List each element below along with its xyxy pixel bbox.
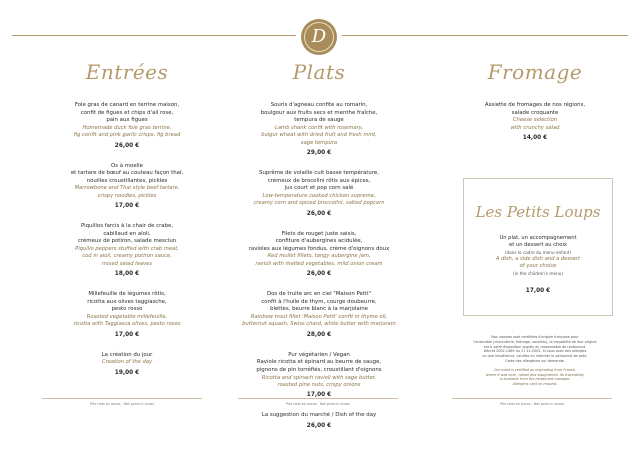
dish-name-en: crispy noodles, pickles xyxy=(97,192,157,199)
dish-name-fr: boulgour aux fruits secs et menthe fraîche, xyxy=(260,109,378,116)
plats-heading: Plats xyxy=(292,60,346,84)
petits-loups-fr-line-2: et un dessert au choix xyxy=(509,242,567,249)
dish-price: 26,00 € xyxy=(114,142,140,149)
footer-rule-1 xyxy=(42,398,202,399)
dish-name-fr: ricotta aux olives taggiasche, xyxy=(87,298,167,305)
dish-name-fr: Foie gras de canard en terrine maison, xyxy=(74,102,180,108)
dish-price: 18,00 € xyxy=(114,271,140,278)
fromage-list xyxy=(440,102,630,143)
dish-price: 26,00 € xyxy=(306,271,332,278)
dish-name-en: mixed salad leaves xyxy=(102,260,152,267)
dish-name-fr: salade croquante xyxy=(511,109,559,116)
entrees-section xyxy=(32,60,222,390)
dish-name-fr: cabillaud en aïoli, xyxy=(103,230,151,237)
dish-name-en: Rainbow trout fillet 'Maison Petit' confit in thyme oil, xyxy=(250,313,388,320)
dish-name-fr: tempura de sauge xyxy=(294,117,344,124)
menu-dish xyxy=(224,102,414,158)
footer-rule-2 xyxy=(238,398,398,399)
restaurant-logo xyxy=(301,19,337,55)
dish-name-fr: Suprême de volaille cuit basse température, xyxy=(259,170,379,176)
dish-price: 19,00 € xyxy=(114,369,140,376)
dish-name-en: Piquillo peppers stuffed with crab meat, xyxy=(75,245,179,252)
legal-fr-line: Décret 2002-1465 du 17.12.2002. Si vous avez des allergies xyxy=(483,349,587,354)
dish-price: 17,00 € xyxy=(114,203,140,210)
dish-name-fr: crémeux de potiron, salade mesclun xyxy=(77,238,177,245)
dish-name-en: Low-temperature cooked chicken supreme, xyxy=(262,192,376,199)
footer-note-plats: Prix nets en euros - Net price in euros xyxy=(285,402,350,406)
dish-name-en: Red mullet fillets, tangy aubergine jam, xyxy=(267,253,371,260)
dish-name-fr: ravioles aux légumes fondus, crème d'oignons doux xyxy=(248,245,390,252)
footer-note-entrees: Prix nets en euros - Net price in euros xyxy=(89,402,154,406)
dish-name-en: bulgur wheat with dried fruit and fresh mint, xyxy=(261,132,377,139)
petits-loups-en-line-1: A dish, a side dish and a dessert xyxy=(495,255,581,262)
entrees-heading: Entrées xyxy=(85,60,169,84)
petits-loups-price: 17,00 € xyxy=(525,287,551,294)
menu-dish xyxy=(224,352,414,401)
entrees-list xyxy=(32,102,222,378)
footer-note-fromage: Prix nets en euros - Net price in euros xyxy=(499,402,564,406)
legal-en-line: is available from the restaurant manager. xyxy=(499,377,571,382)
dish-price: 28,00 € xyxy=(306,331,332,338)
dish-name-en: Cheese selection xyxy=(512,117,558,124)
dish-name-fr: Pur végétarien / Vegan xyxy=(288,351,350,358)
logo-monogram-icon: D xyxy=(304,22,334,52)
dish-name-en: Homemade duck foie gras terrine, xyxy=(82,124,172,131)
dish-name-fr: et tartare de bœuf au couteau façon thaï, xyxy=(70,170,184,177)
dish-price: 26,00 € xyxy=(306,422,332,429)
header-rule-right xyxy=(342,35,628,36)
legal-fr-line: l'ensemble (charcuterie, fromage, volailles), la traçabilité de leur origine xyxy=(473,339,597,344)
menu-dish xyxy=(224,412,414,431)
dish-name-en: butternut squash, Swiss chard, white butter with marjoram xyxy=(242,321,396,328)
dish-name-en: creamy corn and spiced broccolini, salted popcorn xyxy=(253,200,385,207)
menu-dish xyxy=(32,352,222,378)
fromage-heading: Fromage xyxy=(487,60,583,84)
dish-name-en: ravioli with melted vegetables, mild onion cream xyxy=(255,260,383,267)
dish-name-fr: Raviole ricotta et épinard au beurre de sauge, xyxy=(256,359,382,366)
plats-list xyxy=(224,102,414,431)
legal-notice xyxy=(450,335,620,387)
dish-name-fr: Assiette de fromages de nos régions, xyxy=(484,102,586,108)
legal-en xyxy=(450,368,620,387)
dish-name-fr: La création du jour xyxy=(101,351,153,358)
dish-name-fr: La suggestion du marché / Dish of the day xyxy=(261,412,377,419)
dish-name-fr: pignons de pin torréfiés, croustillant d'oignons xyxy=(256,366,382,373)
menu-dish xyxy=(224,231,414,280)
dish-price: 17,00 € xyxy=(114,331,140,338)
dish-price: 26,00 € xyxy=(306,210,332,217)
dish-price: 17,00 € xyxy=(306,392,332,399)
menu-dish xyxy=(224,291,414,340)
dish-name-en: sage tempura xyxy=(300,139,338,146)
dish-name-fr: Filets de rouget juste saisis, xyxy=(281,230,357,237)
petits-loups-box xyxy=(463,178,613,316)
dish-name-en: ricotta with Taggiasca olives, pesto rosso xyxy=(73,321,181,328)
dish-name-en: cod in aioli, creamy potiron sauce, xyxy=(82,253,172,260)
dish-name-en: Lamb shank confit with rosemary, xyxy=(274,124,364,131)
dish-name-fr: confit de figues et chips d'ail rose, xyxy=(80,109,174,116)
dish-name-en: Creation of the day xyxy=(101,359,153,366)
fromage-section xyxy=(440,60,630,155)
petits-loups-heading: Les Petits Loups xyxy=(475,203,601,221)
menu-dish xyxy=(32,223,222,279)
dish-name-en: Marrowbone and Thai style beef tartare, xyxy=(74,185,180,192)
dish-name-fr: confiture d'aubergines acidulée, xyxy=(275,238,363,245)
dish-name-fr: Piquillos farcis à la chair de crabe, xyxy=(80,223,174,230)
dish-name-en: Ricotta and spinach ravioli with sage butter, xyxy=(261,374,377,381)
dish-name-fr: blettes, beurre blanc à la marjolaine xyxy=(270,306,368,313)
dish-name-en: roasted pine nuts, crispy onions xyxy=(277,381,361,388)
legal-en-line: Allergens card on request. xyxy=(512,382,558,387)
dish-name-fr: nouilles croustillantes, pickles xyxy=(86,177,168,184)
dish-name-en: fig confit and pink garlic crisps, fig bread xyxy=(73,132,181,139)
legal-fr-line: Carte des allergènes sur demande. xyxy=(505,358,565,363)
legal-en-line: where it was born, raised and slaughtered. Its traceability xyxy=(485,372,585,377)
dish-name-fr: confit à l'huile de thym, courge doubeurre, xyxy=(261,298,377,305)
petits-loups-note-fr: (dans le cadre du menu enfant) xyxy=(504,249,572,255)
dish-name-fr: Dos de truite arc en ciel "Maison Petit" xyxy=(266,291,372,298)
dish-name-fr: Os à moelle xyxy=(111,162,143,169)
dish-name-en: with crunchy salad xyxy=(510,124,560,131)
legal-fr-line: est à votre disposition auprès du responsable de restaurant. xyxy=(483,344,587,349)
dish-name-fr: Souris d'agneau confite au romarin, xyxy=(270,102,368,108)
menu-dish xyxy=(224,170,414,219)
header-rule-left xyxy=(12,35,296,36)
plats-section xyxy=(224,60,414,443)
dish-name-fr: Millefeuille de légumes rôtis, xyxy=(88,291,166,298)
menu-dish xyxy=(32,102,222,151)
legal-fr xyxy=(450,335,620,364)
petits-loups-en-line-2: of your choice xyxy=(519,263,557,270)
dish-name-en: Roasted vegetable millefeuille, xyxy=(86,313,168,320)
footer-rule-3 xyxy=(452,398,612,399)
legal-en-line: Our meat is certified as originating from France, xyxy=(493,367,577,372)
petits-loups-note-en: (in the children's menu) xyxy=(512,270,564,276)
petits-loups-fr-line-1: Un plat, un accompagnement xyxy=(499,235,577,241)
dish-price: 29,00 € xyxy=(306,150,332,156)
dish-name-fr: pesto rosso xyxy=(111,306,143,313)
dish-price: 14,00 € xyxy=(522,135,548,141)
dish-name-fr: jus court et pop corn salé xyxy=(284,185,354,192)
menu-dish xyxy=(440,102,630,143)
dish-name-fr: pain aux figues xyxy=(106,117,148,124)
menu-dish xyxy=(32,291,222,340)
legal-fr-line: Nos viandes sont certifiées d'origine française pour xyxy=(491,335,579,339)
menu-dish xyxy=(32,163,222,212)
dish-name-fr: crémeux de brocolini rôtis aux épices, xyxy=(267,177,371,184)
legal-fr-line: ou une intolérance, veuillez en informer le personnel de salle. xyxy=(482,354,588,359)
